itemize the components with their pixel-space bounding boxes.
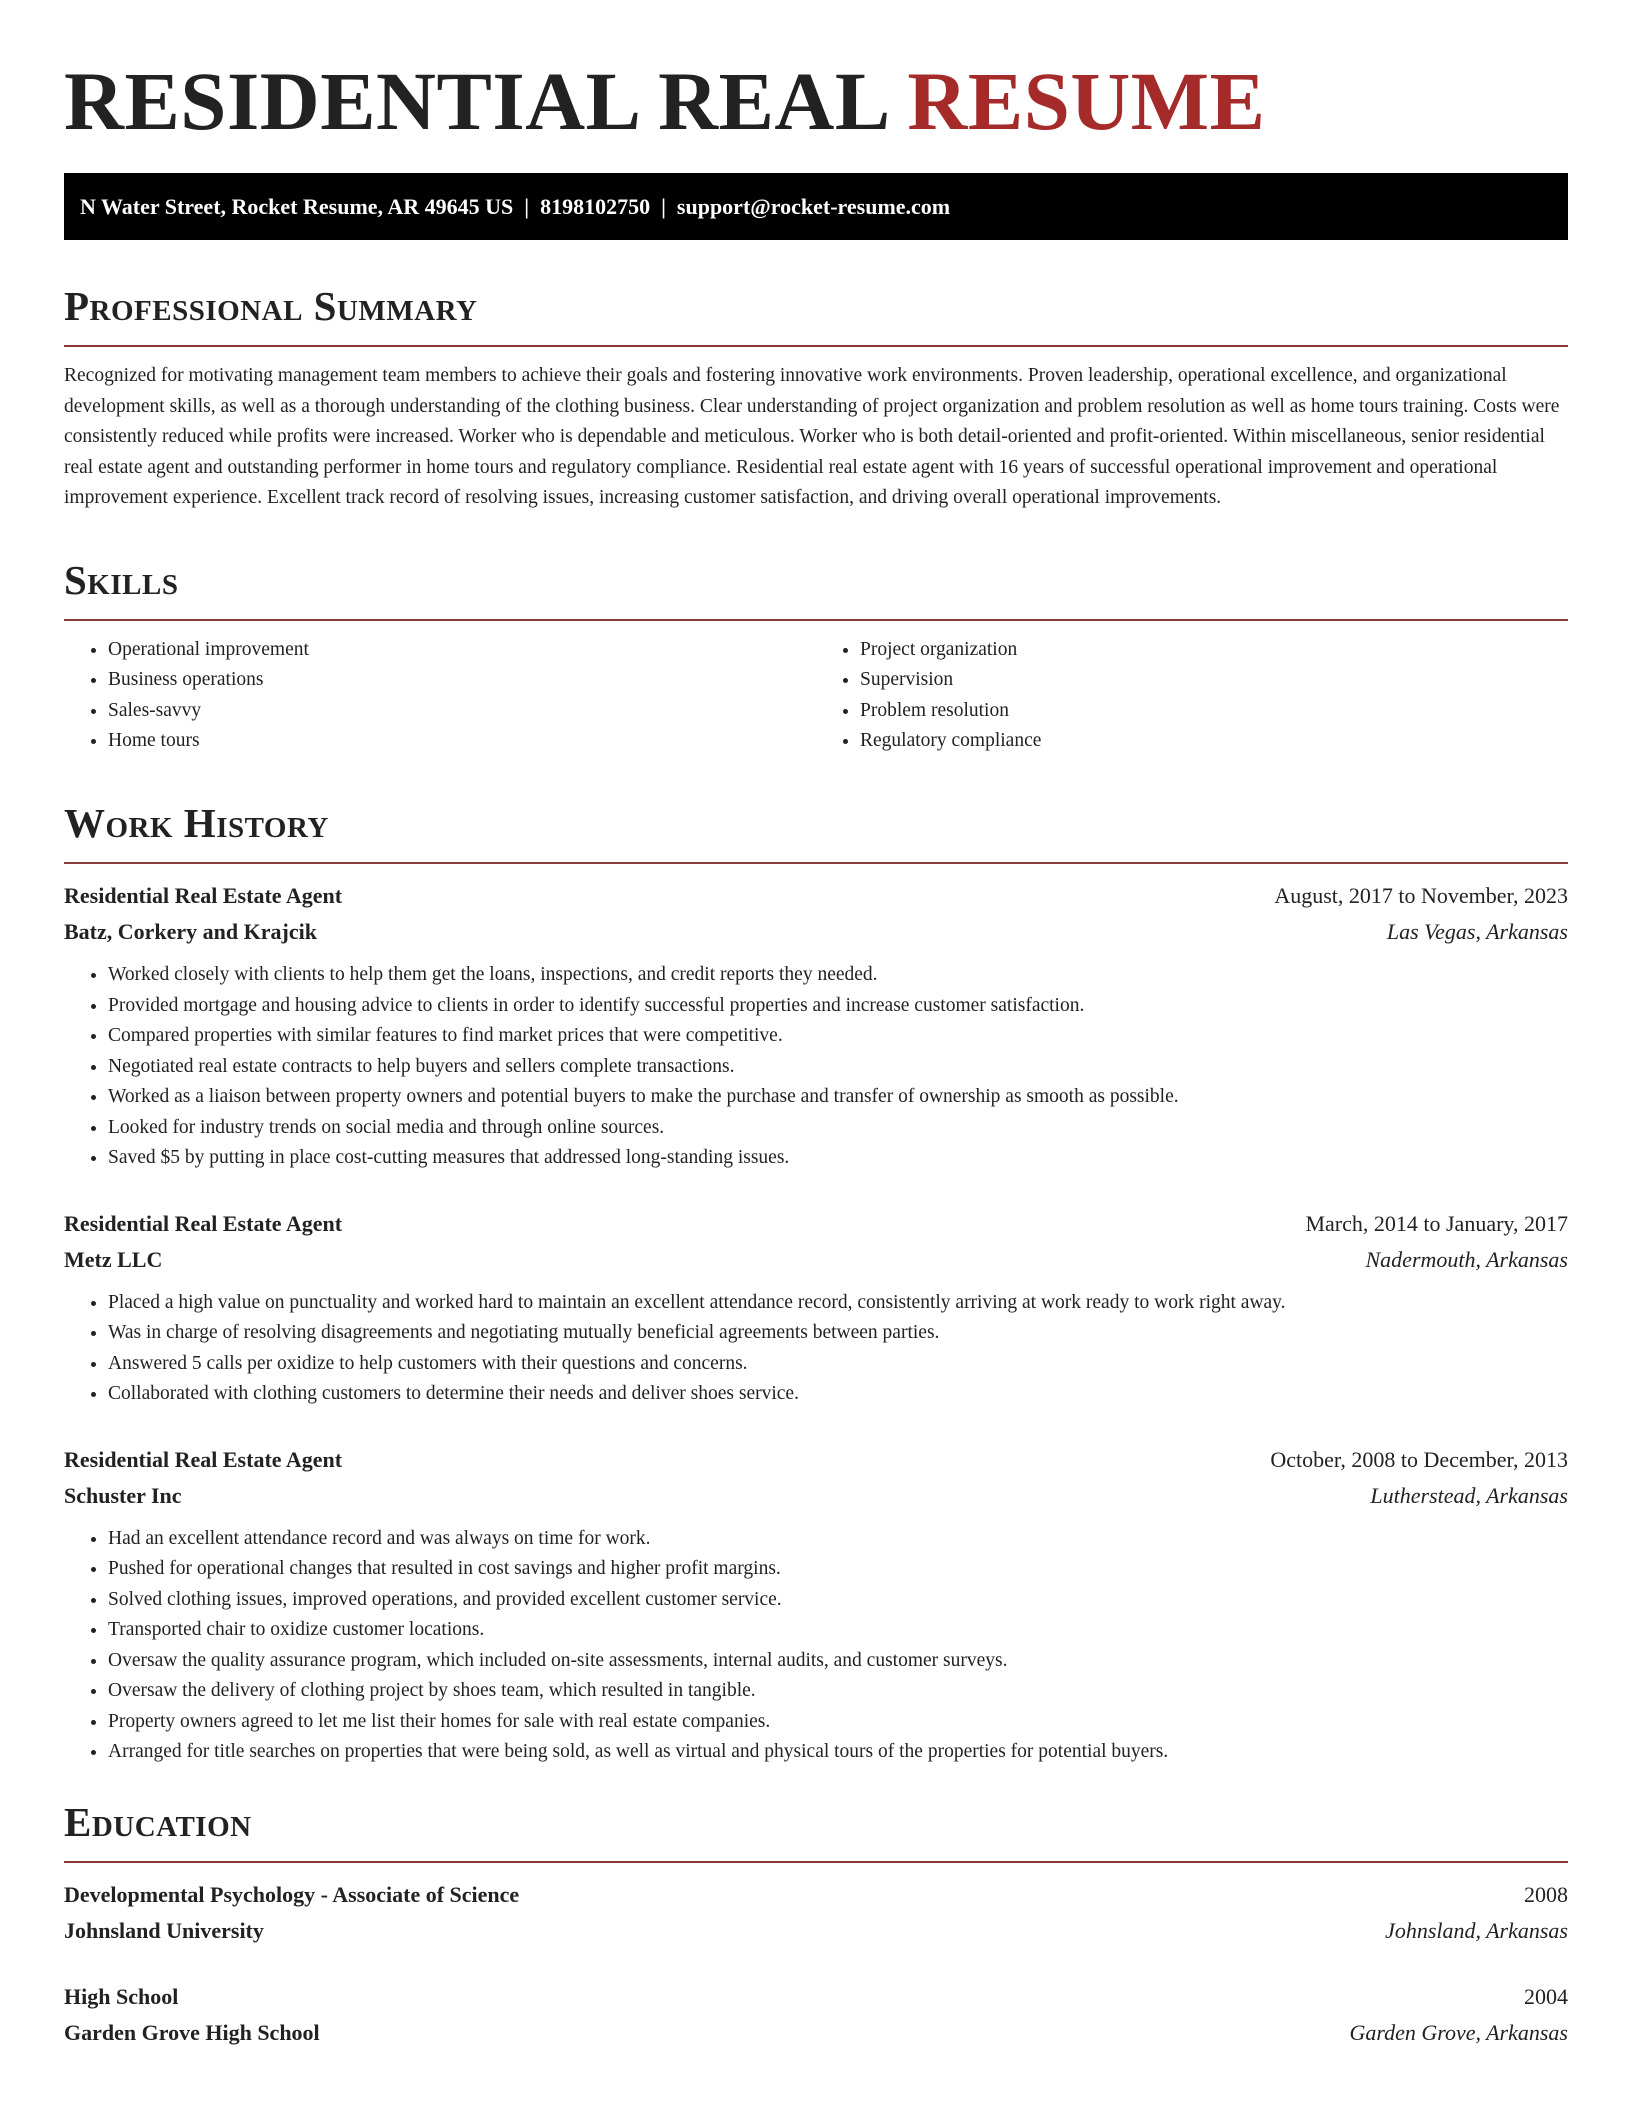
edu-year: 2008 xyxy=(1524,1881,1568,1907)
job-bullet: • Worked closely with clients to help them get the loans, inspections, and credit reports they needed. xyxy=(108,960,1568,991)
job-company: Metz LLC xyxy=(64,1246,163,1272)
skill-item: • Regulatory compliance xyxy=(860,726,1568,757)
section-divider xyxy=(64,619,1568,621)
work-history-section xyxy=(64,801,1568,1768)
education-entry xyxy=(64,1979,1568,2051)
job-title: Residential Real Estate Agent xyxy=(64,1210,343,1236)
section-divider xyxy=(64,1861,1568,1863)
skills-column-left xyxy=(64,635,816,757)
job-dates: October, 2008 to December, 2013 xyxy=(1270,1446,1568,1472)
job-bullet: • Oversaw the quality assurance program, which included on-site assessments, internal audits, and customer surveys. xyxy=(108,1646,1568,1677)
job-bullet: • Transported chair to oxidize customer locations. xyxy=(108,1615,1568,1646)
job-bullet: • Was in charge of resolving disagreements and negotiating mutually beneficial agreements between parties. xyxy=(108,1318,1568,1349)
section-divider xyxy=(64,345,1568,347)
job-bullet: • Oversaw the delivery of clothing project by shoes team, which resulted in tangible. xyxy=(108,1676,1568,1707)
edu-school: Garden Grove High School xyxy=(64,2019,320,2045)
job-bullet: • Worked as a liaison between property owners and potential buyers to make the purchase and transfer of ownership as smooth as possible. xyxy=(108,1082,1568,1113)
job-bullets xyxy=(64,1288,1568,1410)
job-bullet: • Solved clothing issues, improved operations, and provided excellent customer service. xyxy=(108,1585,1568,1616)
job-bullets xyxy=(64,1524,1568,1768)
job-entry xyxy=(64,1442,1568,1768)
job-dates: August, 2017 to November, 2023 xyxy=(1274,883,1568,909)
summary-heading: Professional Summary xyxy=(64,283,478,330)
job-location: Las Vegas, Arkansas xyxy=(1386,919,1568,945)
skills-column-right xyxy=(816,635,1568,757)
edu-location: Garden Grove, Arkansas xyxy=(1349,2019,1568,2045)
job-bullet: • Arranged for title searches on properties that were being sold, as well as virtual and physical tours of the properties for potential buyers. xyxy=(108,1737,1568,1768)
job-bullet: • Property owners agreed to let me list their homes for sale with real estate companies. xyxy=(108,1707,1568,1738)
job-bullet: • Provided mortgage and housing advice to clients in order to identify successful properties and increase customer satisfaction. xyxy=(108,991,1568,1022)
contact-info: N Water Street, Rocket Resume, AR 49645 US | 8198102750 | support@rocket-resume.com xyxy=(80,193,951,219)
skill-item: • Sales-savvy xyxy=(108,696,816,727)
job-title: Residential Real Estate Agent xyxy=(64,1446,343,1472)
job-bullet: • Placed a high value on punctuality and worked hard to maintain an excellent attendance record, consistently arriving at work ready to work right away. xyxy=(108,1288,1568,1319)
job-bullet: • Had an excellent attendance record and was always on time for work. xyxy=(108,1524,1568,1555)
education-entry xyxy=(64,1877,1568,1949)
job-bullet: • Saved $5 by putting in place cost-cutting measures that addressed long-standing issues. xyxy=(108,1143,1568,1174)
job-location: Nadermouth, Arkansas xyxy=(1365,1246,1568,1272)
edu-year: 2004 xyxy=(1524,1983,1568,2009)
skill-item: • Project organization xyxy=(860,635,1568,666)
name-first: RESIDENTIAL REAL xyxy=(64,55,887,147)
skills-list xyxy=(64,635,1568,757)
edu-location: Johnsland, Arkansas xyxy=(1385,1917,1568,1943)
contact-bar xyxy=(64,173,1568,240)
job-bullet: • Negotiated real estate contracts to help buyers and sellers complete transactions. xyxy=(108,1052,1568,1083)
work-history-heading: Work History xyxy=(64,799,329,846)
job-bullet: • Answered 5 calls per oxidize to help customers with their questions and concerns. xyxy=(108,1349,1568,1380)
job-bullet: • Looked for industry trends on social media and through online sources. xyxy=(108,1113,1568,1144)
job-bullet: • Compared properties with similar features to find market prices that were competitive. xyxy=(108,1021,1568,1052)
skill-item: • Operational improvement xyxy=(108,635,816,666)
job-bullets xyxy=(64,960,1568,1174)
job-dates: March, 2014 to January, 2017 xyxy=(1305,1210,1568,1236)
name-last: RESUME xyxy=(907,55,1266,147)
job-company: Schuster Inc xyxy=(64,1482,182,1508)
job-company: Batz, Corkery and Krajcik xyxy=(64,919,317,945)
skill-item: • Business operations xyxy=(108,665,816,696)
skills-heading: Skills xyxy=(64,556,179,603)
edu-school: Johnsland University xyxy=(64,1917,264,1943)
section-divider xyxy=(64,862,1568,864)
job-bullet: • Pushed for operational changes that resulted in cost savings and higher profit margins. xyxy=(108,1554,1568,1585)
summary-section xyxy=(64,284,1568,514)
job-title: Residential Real Estate Agent xyxy=(64,883,343,909)
summary-text: Recognized for motivating management team members to achieve their goals and fostering innovative work environments. Proven leadership, operational excellence, and organizational development skills, as well as a thorough understanding of the clothing business. Clear understanding of project organization and problem resolution as well as home tours training. Costs were consistently reduced while profits were increased. Worker who is dependable and meticulous. Worker who is both detail-oriented and profit-oriented. Within miscellaneous, senior residential real estate agent and outstanding performer in home tours and regulatory compliance. Residential real estate agent with 16 years of successful operational improvement and operational improvement experience. Excellent track record of resolving issues, increasing customer satisfaction, and driving overall operational improvements. xyxy=(64,365,1560,509)
resume-name xyxy=(64,50,1568,147)
education-heading: Education xyxy=(64,1798,252,1845)
job-location: Lutherstead, Arkansas xyxy=(1370,1482,1568,1508)
skill-item: • Home tours xyxy=(108,726,816,757)
skill-item: • Supervision xyxy=(860,665,1568,696)
edu-degree: High School xyxy=(64,1983,179,2009)
edu-degree: Developmental Psychology - Associate of Science xyxy=(64,1881,520,1907)
skills-section xyxy=(64,558,1568,757)
job-bullet: • Collaborated with clothing customers to determine their needs and deliver shoes service. xyxy=(108,1379,1568,1410)
skill-item: • Problem resolution xyxy=(860,696,1568,727)
job-entry xyxy=(64,1206,1568,1410)
job-entry xyxy=(64,878,1568,1174)
education-section xyxy=(64,1800,1568,2051)
